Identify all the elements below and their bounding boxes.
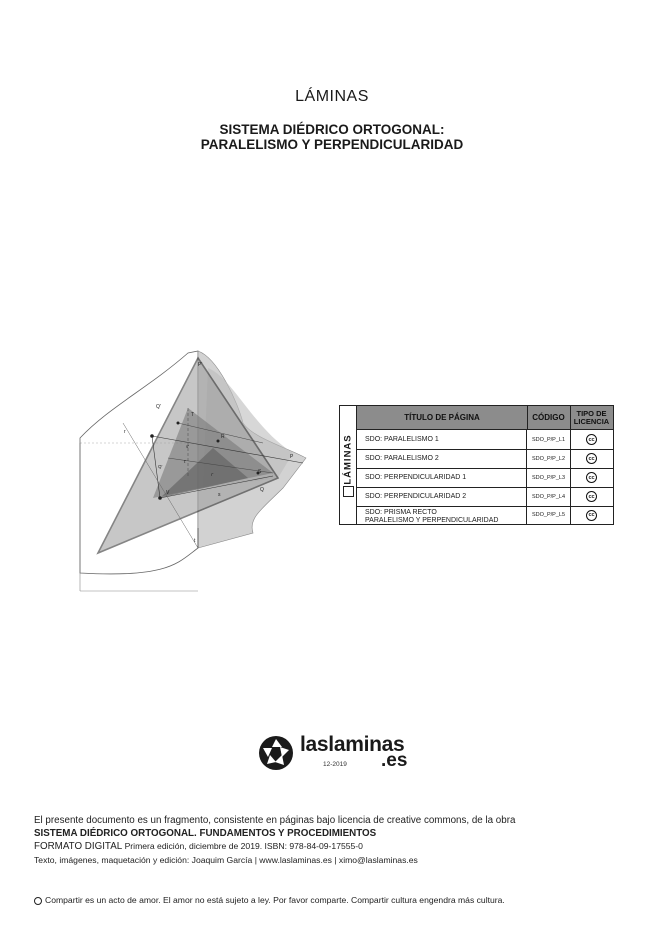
checkbox — [343, 486, 354, 497]
share-icon — [34, 897, 42, 905]
license-cell — [570, 468, 613, 487]
footer-edition-details: Primera edición, diciembre de 2019. ISBN: 978-84-09-17555-0 — [122, 841, 363, 851]
footer-edition — [34, 841, 363, 852]
footer-credits: Texto, imágenes, maquetación y edición: Joaquim García | www.laslaminas.es | ximo@laslaminas.es — [34, 855, 418, 865]
cc-license-icon: cc — [586, 453, 597, 464]
cc-license-icon: cc — [586, 491, 597, 502]
header-title: TÍTULO DE PÁGINA — [357, 406, 528, 429]
row-title-line1: SDO: PRISMA RECTO — [365, 509, 437, 516]
figure-label: Q — [260, 487, 264, 493]
figure-label: S — [258, 469, 262, 475]
aperture-icon — [258, 735, 294, 771]
row-title: SDO: PERPENDICULARIDAD 2 — [357, 487, 527, 506]
row-code: SDO_P/P_L4 — [527, 487, 571, 506]
logo-domain: .es — [381, 750, 408, 771]
row-title: SDO: PERPENDICULARIDAD 1 — [357, 468, 527, 487]
license-cell — [570, 487, 613, 506]
figure-label: R — [221, 434, 225, 440]
row-title: SDO: PARALELISMO 1 — [357, 430, 527, 449]
row-code: SDO_P/P_L1 — [527, 430, 571, 449]
license-cell — [570, 506, 613, 524]
figure-label: s' — [186, 444, 190, 449]
figure-label: r — [124, 429, 126, 435]
table-row — [357, 430, 613, 450]
figure-label: P — [290, 454, 294, 460]
row-code: SDO_P/P_L3 — [527, 468, 571, 487]
figure-label: Q' — [156, 404, 161, 410]
logo-wordmark: laslaminas — [300, 733, 405, 756]
figure-label: Q' — [158, 464, 163, 469]
figure-label: P' — [198, 362, 203, 368]
row-code: SDO_P/P_L2 — [527, 449, 571, 468]
table-row — [357, 487, 613, 507]
index-table — [339, 405, 614, 525]
row-title — [357, 506, 527, 524]
table-header — [357, 406, 613, 430]
table-row — [357, 506, 613, 524]
cc-license-icon: cc — [586, 434, 597, 445]
logo-date: 12-2019 — [323, 761, 347, 768]
dihedral-illustration — [48, 348, 313, 593]
figure-label: t' — [184, 459, 187, 464]
figure-label: T — [191, 412, 195, 418]
row-title: SDO: PARALELISMO 2 — [357, 449, 527, 468]
figure-label: V — [166, 490, 170, 496]
header-license: TIPO DE LICENCIA — [573, 408, 610, 426]
section-heading: LÁMINAS — [295, 88, 369, 105]
license-cell — [570, 430, 613, 449]
cc-license-icon: cc — [586, 510, 597, 521]
table-row — [357, 449, 613, 469]
footer-work-title: SISTEMA DIÉDRICO ORTOGONAL. FUNDAMENTOS Y PROCEDIMIENTOS — [34, 828, 377, 839]
cc-license-icon: cc — [586, 472, 597, 483]
row-code: SDO_P/P_L5 — [527, 506, 571, 524]
laslaminas-logo — [258, 735, 418, 775]
document-title-line2: PARALELISMO Y PERPENDICULARIDAD — [200, 137, 464, 152]
footer-format: FORMATO DIGITAL — [34, 841, 123, 852]
figure-label: r' — [211, 472, 214, 477]
document-title-line1: SISTEMA DIÉDRICO ORTOGONAL: — [219, 122, 445, 137]
row-title-line2: PARALELISMO Y PERPENDICULARIDAD — [365, 517, 499, 524]
figure-label: s — [218, 492, 221, 498]
license-cell — [570, 449, 613, 468]
figure-label: t — [194, 538, 196, 544]
footer-line1: El presente documento es un fragmento, consistente en páginas bajo licencia de creative commons, de la obra — [34, 815, 516, 826]
footer-share — [34, 895, 505, 905]
side-label: LÁMINAS — [342, 434, 354, 485]
table-row — [357, 468, 613, 488]
table-side-column — [340, 406, 357, 524]
header-code: CÓDIGO — [527, 406, 571, 429]
footer-share-text: Compartir es un acto de amor. El amor no está sujeto a ley. Por favor comparte. Compartir cultura engendra más cultura. — [45, 895, 505, 905]
